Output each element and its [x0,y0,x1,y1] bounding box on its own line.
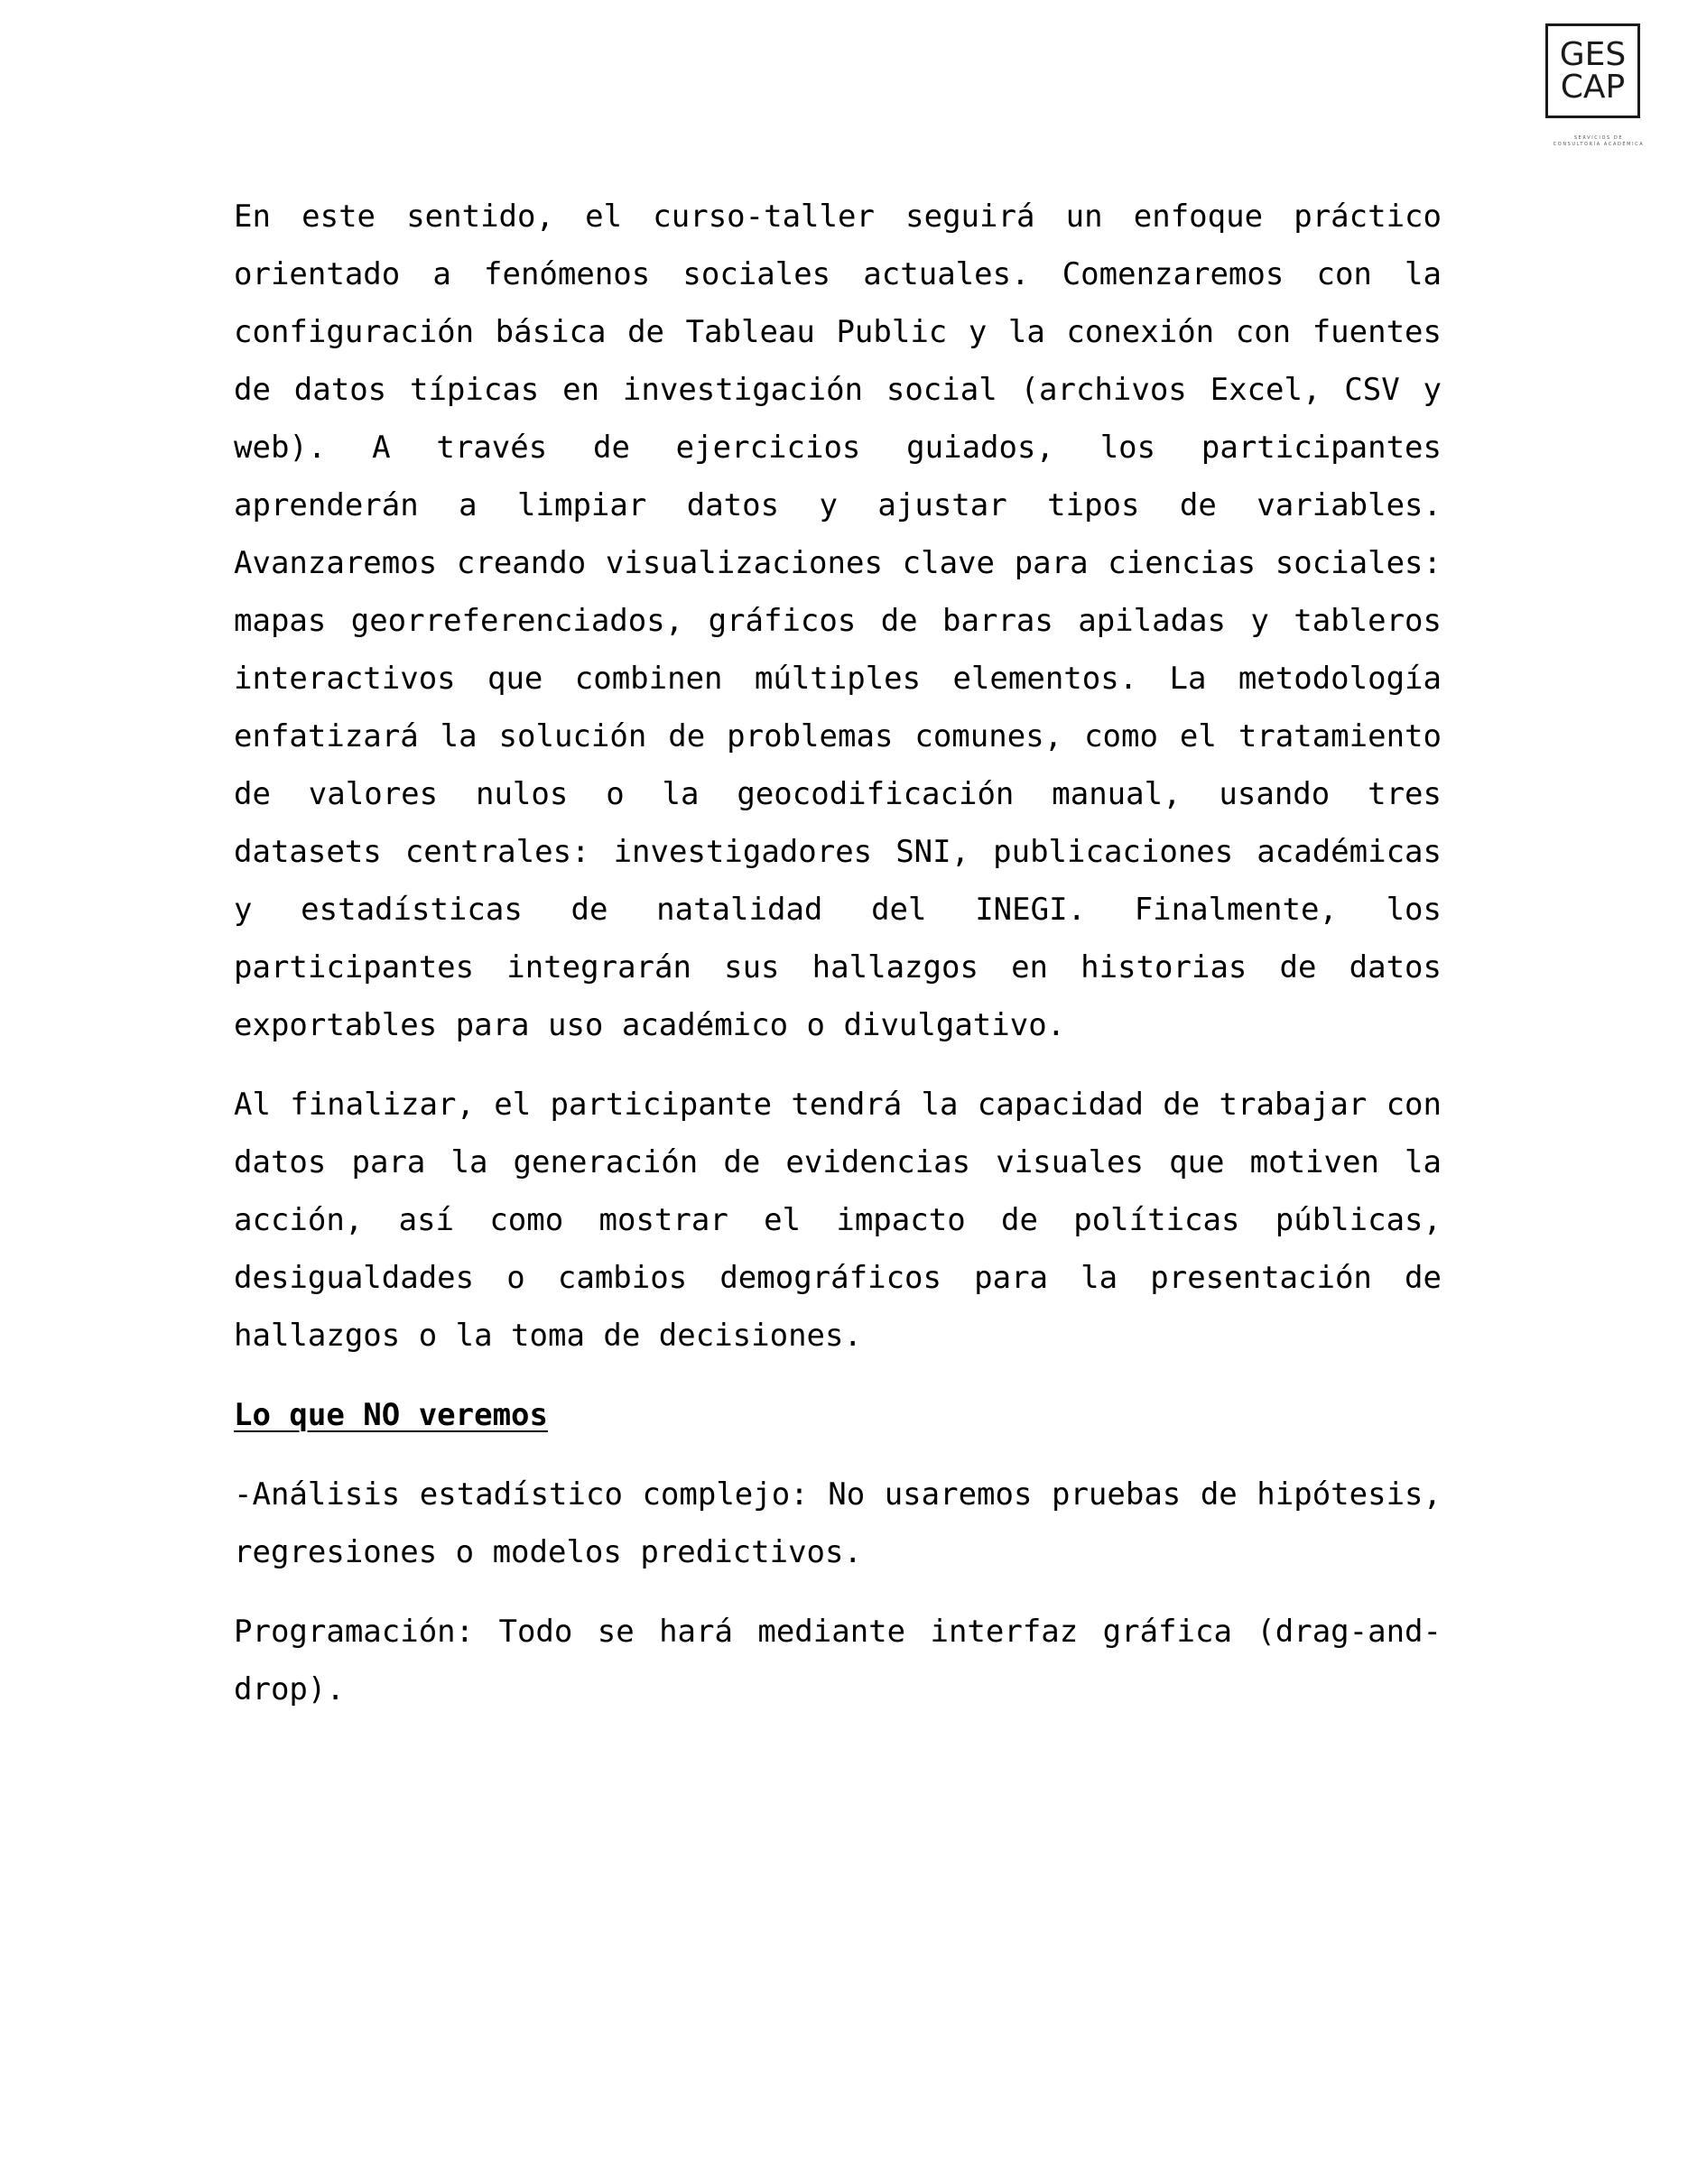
section-heading-not-covered: Lo que NO veremos [234,1397,548,1433]
paragraph-outcomes: Al finalizar, el participante tendrá la capacidad de trabajar con datos para la generación de evidencias visuales que motiven la acción, así como mostrar el impacto de políticas públicas, desigualdades o cambios demográficos para la presentación de hallazgos o la toma de decisiones. [234,1087,1442,1354]
logo-tagline-1: SERVICIOS DE [1573,135,1624,141]
list-item-statistics: -Análisis estadístico complejo: No usaremos pruebas de hipótesis, regresiones o modelos predictivos. [234,1476,1442,1570]
logo-tagline-2: CONSULTORÍA ACADÉMICA [1553,142,1645,147]
gescap-logo [1536,23,1674,152]
document-body [234,188,1442,1718]
logo-box [1545,23,1640,118]
logo-line-2: CAP [1560,68,1626,106]
list-item-programming: Programación: Todo se hará mediante interfaz gráfica (drag-and-drop). [234,1614,1442,1707]
logo-tagline [1531,135,1666,148]
paragraph-methodology: En este sentido, el curso-taller seguirá un enfoque práctico orientado a fenómenos sociales actuales. Comenzaremos con la configuración básica de Tableau Public y la conexión con fuentes de datos típicas en investigación social (archivos Excel, CSV y web). A través de ejercicios guiados, los participantes aprenderán a limpiar datos y ajustar tipos de variables. Avanzaremos creando visualizaciones clave para ciencias sociales: mapas georreferenciados, gráficos de barras apiladas y tableros interactivos que combinen múltiples elementos. La metodología enfatizará la solución de problemas comunes, como el tratamiento de valores nulos o la geocodificación manual, usando tres datasets centrales: investigadores SNI, publicaciones académicas y estadísticas de natalidad del INEGI. Finalmente, los participantes integrarán sus hallazgos en historias de datos exportables para uso académico o divulgativo. [234,199,1442,1043]
logo-line-1: GES [1559,35,1627,73]
